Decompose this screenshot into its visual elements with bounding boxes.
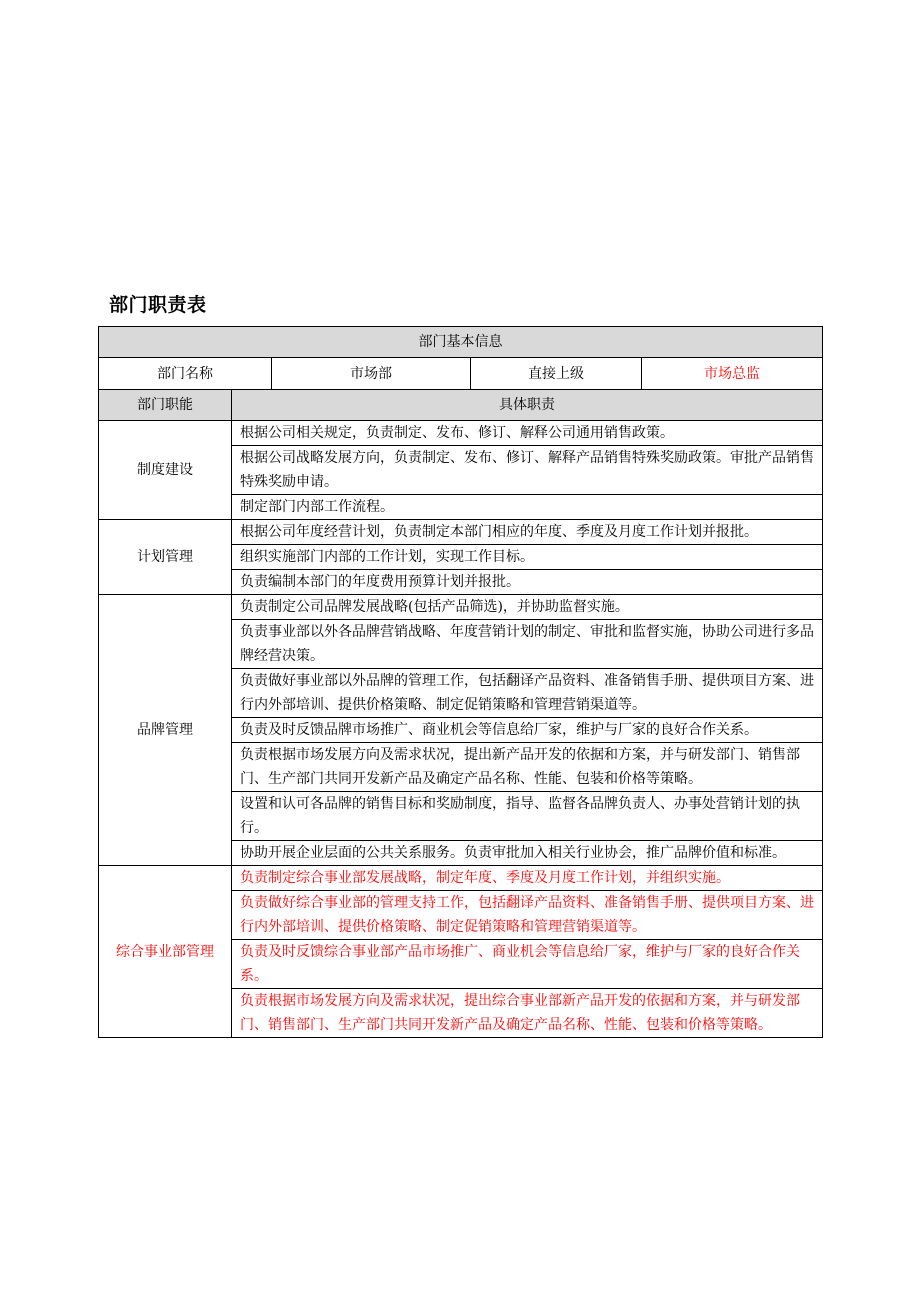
- duty-cell: 协助开展企业层面的公共关系服务。负责审批加入相关行业协会，推广品牌价值和标准。: [232, 841, 823, 866]
- duty-cell: 根据公司战略发展方向，负责制定、发布、修订、解释产品销售特殊奖励政策。审批产品销售特殊奖励申请。: [232, 446, 823, 495]
- table-row: [99, 520, 823, 545]
- section-header-row: [99, 327, 823, 358]
- duty-cell: 负责根据市场发展方向及需求状况，提出新产品开发的依据和方案，并与研发部门、销售部门、生产部门共同开发新产品及确定产品名称、性能、包装和价格等策略。: [232, 743, 823, 792]
- dept-name-label: 部门名称: [99, 358, 272, 390]
- duty-cell: 根据公司年度经营计划，负责制定本部门相应的年度、季度及月度工作计划并报批。: [232, 520, 823, 545]
- duty-cell: 负责编制本部门的年度费用预算计划并报批。: [232, 570, 823, 595]
- superior-label: 直接上级: [471, 358, 642, 390]
- table-row: [99, 595, 823, 620]
- duty-cell: 负责根据市场发展方向及需求状况，提出综合事业部新产品开发的依据和方案，并与研发部门、销售部门、生产部门共同开发新产品及确定产品名称、性能、包装和价格等策略。: [232, 989, 823, 1038]
- table-row: [99, 421, 823, 446]
- duties-column-header: 具体职责: [232, 390, 823, 421]
- duty-cell: 根据公司相关规定，负责制定、发布、修订、解释公司通用销售政策。: [232, 421, 823, 446]
- duty-cell: 负责制定公司品牌发展战略(包括产品筛选)，并协助监督实施。: [232, 595, 823, 620]
- function-cell: 品牌管理: [99, 595, 232, 866]
- duty-cell: 负责做好综合事业部的管理支持工作，包括翻译产品资料、准备销售手册、提供项目方案、进行内外部培训、提供价格策略、制定促销策略和管理营销渠道等。: [232, 891, 823, 940]
- function-cell: 制度建设: [99, 421, 232, 520]
- superior-value: 市场总监: [642, 358, 823, 390]
- duty-cell: 负责制定综合事业部发展战略，制定年度、季度及月度工作计划，并组织实施。: [232, 866, 823, 891]
- duty-cell: 负责事业部以外各品牌营销战略、年度营销计划的制定、审批和监督实施，协助公司进行多品牌经营决策。: [232, 620, 823, 669]
- function-cell: 计划管理: [99, 520, 232, 595]
- responsibility-table: [98, 326, 823, 1038]
- section-header: 部门基本信息: [99, 327, 823, 358]
- function-cell: 综合事业部管理: [99, 866, 232, 1038]
- duty-cell: 设置和认可各品牌的销售目标和奖励制度，指导、监督各品牌负责人、办事处营销计划的执行。: [232, 792, 823, 841]
- basic-info-row: [99, 358, 823, 390]
- duty-cell: 负责及时反馈综合事业部产品市场推广、商业机会等信息给厂家，维护与厂家的良好合作关系。: [232, 940, 823, 989]
- duty-cell: 组织实施部门内部的工作计划，实现工作目标。: [232, 545, 823, 570]
- function-column-header: 部门职能: [99, 390, 232, 421]
- table-row: [99, 866, 823, 891]
- page-title: 部门职责表: [109, 294, 207, 316]
- duty-cell: 负责做好事业部以外品牌的管理工作，包括翻译产品资料、准备销售手册、提供项目方案、进行内外部培训、提供价格策略、制定促销策略和管理营销渠道等。: [232, 669, 823, 718]
- duty-cell: 负责及时反馈品牌市场推广、商业机会等信息给厂家，维护与厂家的良好合作关系。: [232, 718, 823, 743]
- duty-cell: 制定部门内部工作流程。: [232, 495, 823, 520]
- column-header-row: [99, 390, 823, 421]
- dept-name-value: 市场部: [272, 358, 471, 390]
